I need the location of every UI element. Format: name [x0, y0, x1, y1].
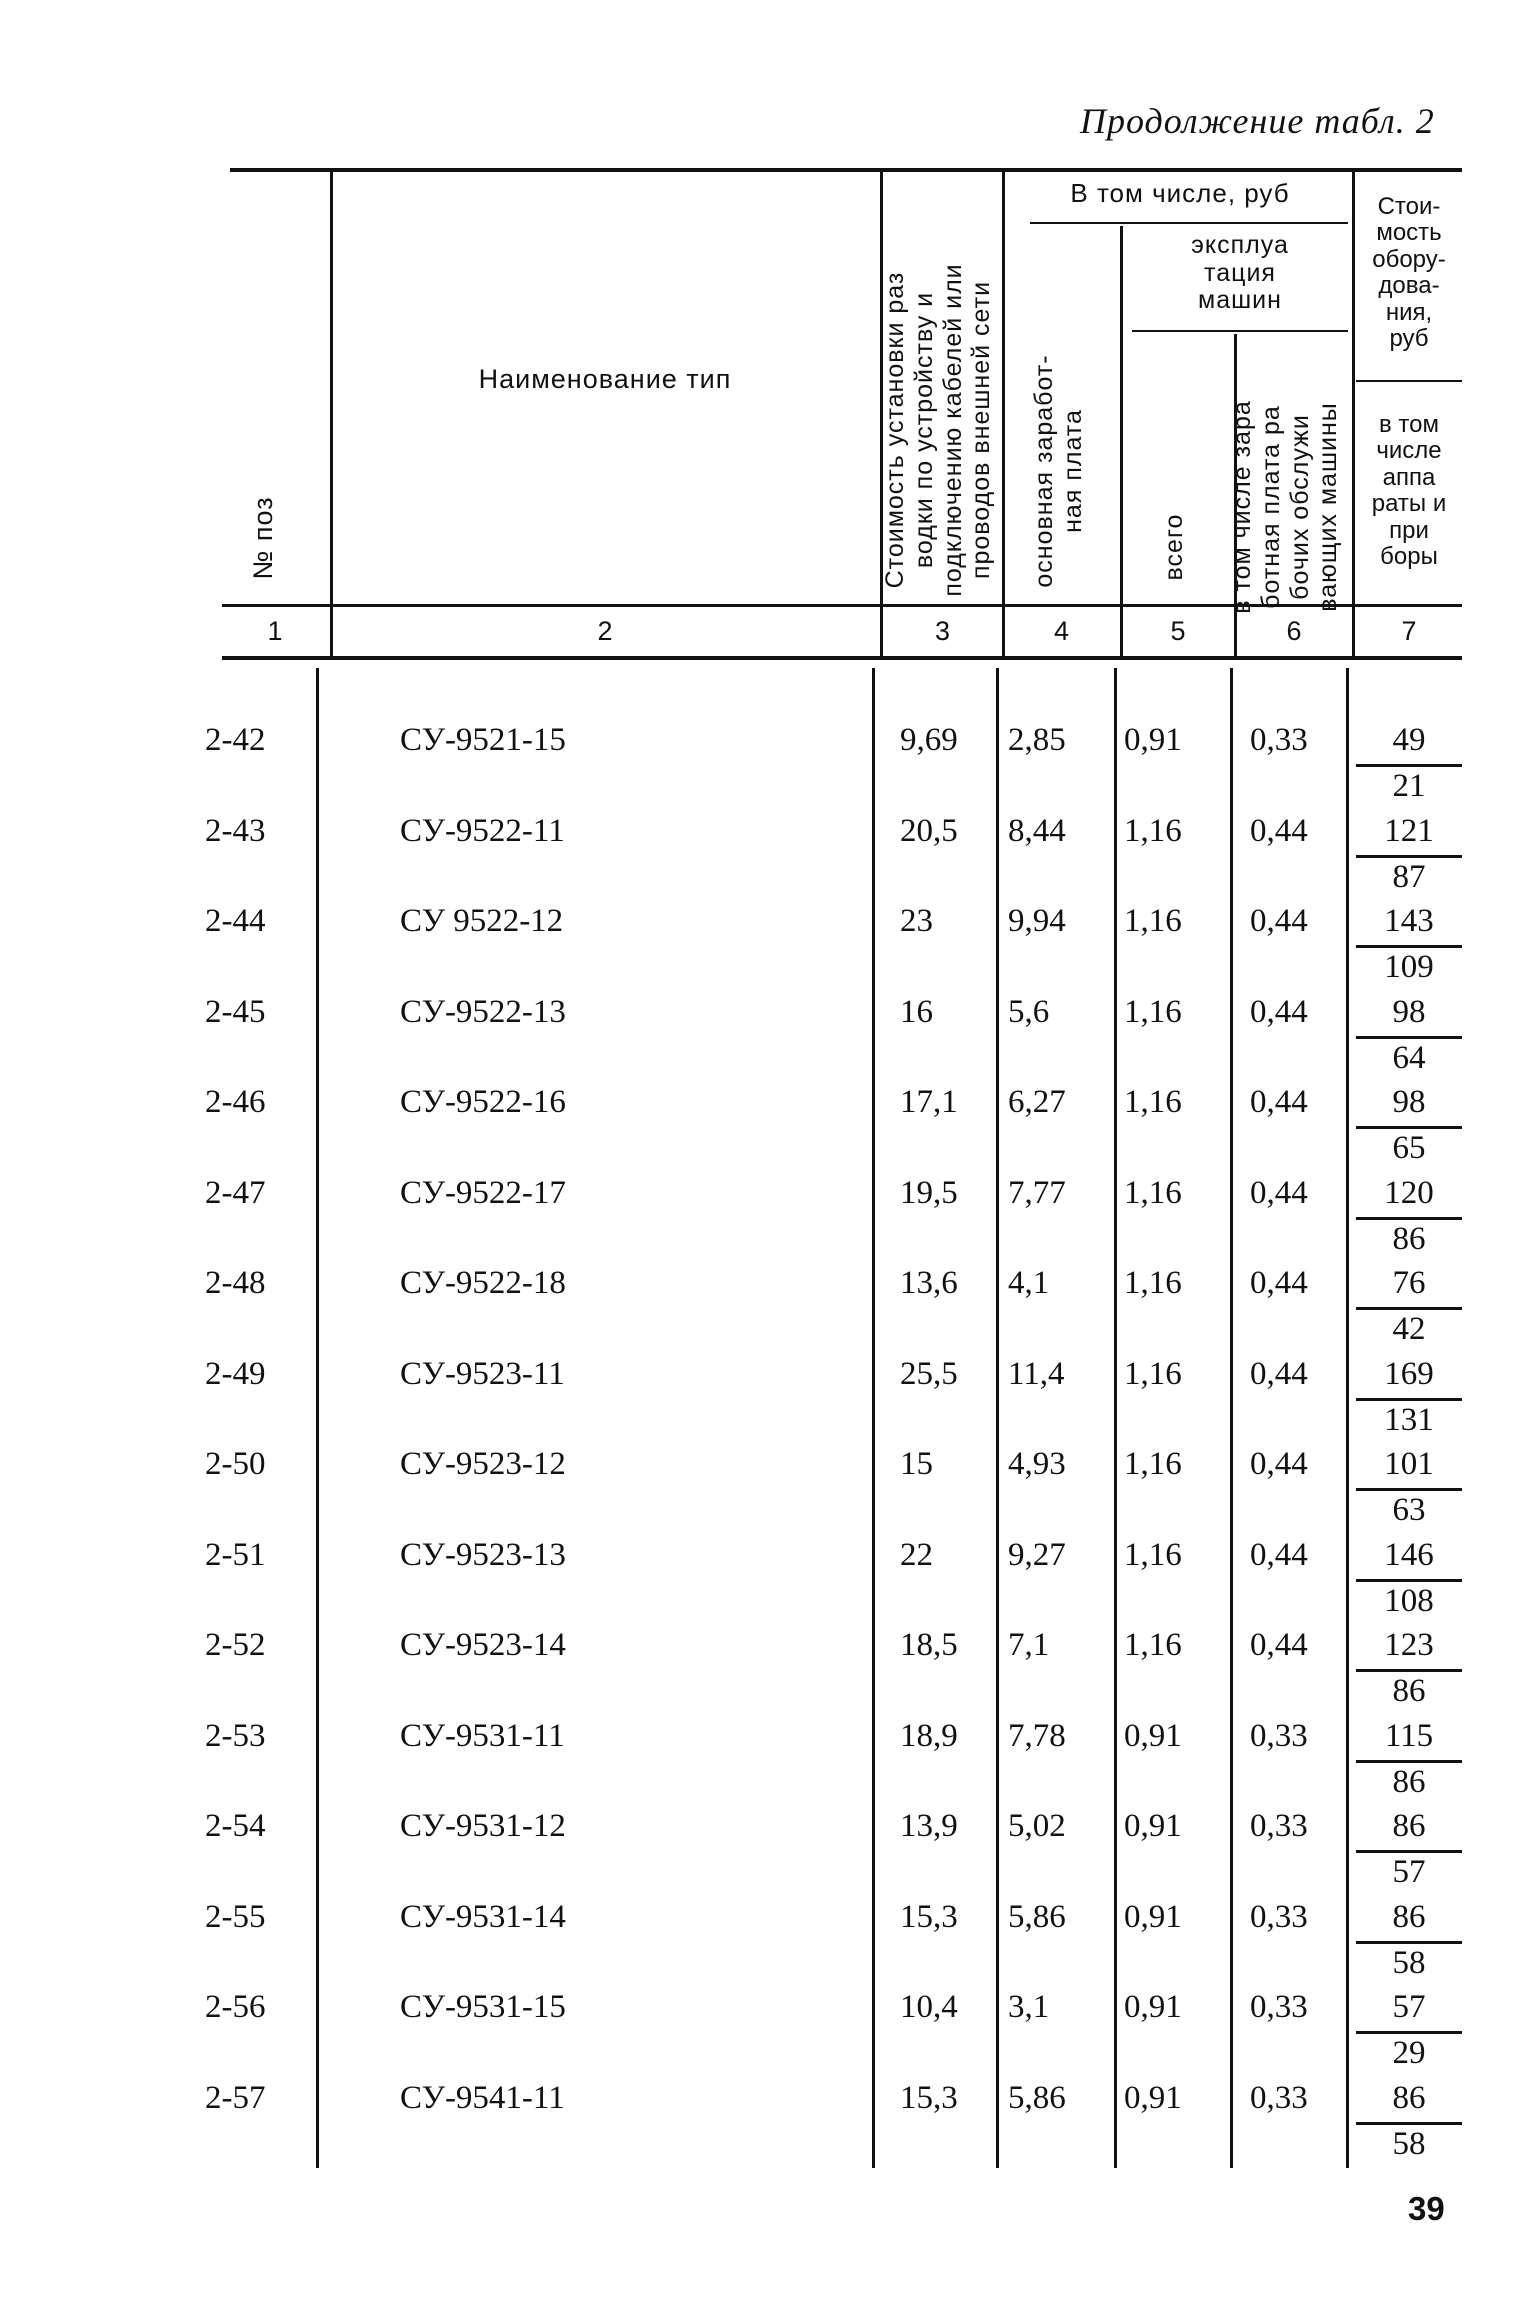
row-c7-total: 143 — [1384, 903, 1434, 939]
column-header-name: Наименование тип — [478, 364, 732, 394]
row-c3: 19,5 — [900, 1174, 958, 1211]
row-c7-sub: 42 — [1392, 1311, 1426, 1347]
c7-line-6: руб — [1389, 324, 1429, 352]
row-c5: 1,16 — [1124, 1084, 1182, 1120]
row-c3: 13,9 — [900, 1808, 958, 1844]
row-pos: 2-49 — [205, 1355, 266, 1392]
row-c7-total: 86 — [1392, 1808, 1426, 1844]
row-c4: 3,1 — [1008, 1989, 1050, 2025]
row-c3: 13,6 — [900, 1265, 958, 1301]
row-c6: 0,33 — [1250, 1898, 1308, 1935]
row-c6: 0,44 — [1250, 812, 1308, 849]
c4-line-1: основная заработ- — [1030, 354, 1058, 588]
column-header-c4 — [1030, 321, 1092, 621]
row-c4: 5,6 — [1008, 993, 1050, 1030]
row-name: СУ-9521-15 — [400, 722, 566, 758]
c6-line-4: вающих машины — [1314, 402, 1343, 612]
c7-line-3: обору- — [1372, 245, 1446, 273]
row-name: СУ-9523-13 — [400, 1536, 566, 1573]
row-c7-total: 98 — [1392, 1084, 1426, 1120]
row-name: СУ-9523-11 — [400, 1355, 565, 1392]
row-c7-sub: 58 — [1392, 2125, 1426, 2162]
row-c3: 17,1 — [900, 1084, 958, 1120]
row-c7-sub: 131 — [1384, 1401, 1434, 1438]
row-c7-sub: 86 — [1392, 1220, 1426, 1257]
row-c7-total: 101 — [1384, 1446, 1434, 1482]
row-c5: 0,91 — [1124, 1808, 1182, 1844]
row-c5: 1,16 — [1124, 1536, 1182, 1573]
row-c3: 18,5 — [900, 1627, 958, 1663]
row-c6: 0,44 — [1250, 1446, 1308, 1482]
row-c7-total: 98 — [1392, 993, 1426, 1030]
row-c7-total: 76 — [1392, 1265, 1426, 1301]
row-pos: 2-43 — [205, 812, 266, 849]
row-c4: 8,44 — [1008, 812, 1066, 849]
fraction-rule — [1356, 1126, 1462, 1129]
row-c3: 15 — [900, 1446, 933, 1482]
row-c6: 0,44 — [1250, 1084, 1308, 1120]
row-pos: 2-42 — [205, 722, 266, 758]
row-pos: 2-52 — [205, 1627, 266, 1663]
row-c7-sub: 108 — [1384, 1582, 1434, 1619]
row-c7-sub: 86 — [1392, 1673, 1426, 1709]
row-c7-total: 86 — [1392, 1898, 1426, 1935]
header-vline-4 — [1120, 226, 1123, 656]
row-c5: 1,16 — [1124, 1265, 1182, 1301]
column-number-4: 4 — [1053, 616, 1070, 646]
c7-line-5: ния, — [1385, 298, 1433, 326]
row-c3: 22 — [900, 1536, 933, 1573]
c7-line-4: дова- — [1378, 272, 1440, 300]
row-pos: 2-53 — [205, 1717, 266, 1754]
row-name: СУ-9523-12 — [400, 1446, 566, 1482]
row-c7-total: 169 — [1384, 1355, 1434, 1392]
column-number-5: 5 — [1170, 616, 1186, 646]
column-numbers-bottom-rule — [222, 656, 1462, 660]
fraction-rule — [1356, 1488, 1462, 1491]
body-vline-4 — [1114, 668, 1117, 2168]
column-number-7: 7 — [1401, 616, 1417, 646]
body-vline-5 — [1230, 668, 1233, 2168]
column-header-c5: всего — [1160, 513, 1188, 581]
row-c6: 0,33 — [1250, 1717, 1308, 1754]
c7-line-2: мость — [1376, 219, 1442, 247]
c7-line-1: Стои- — [1377, 193, 1441, 220]
row-c4: 7,77 — [1008, 1174, 1066, 1211]
row-name: СУ-9541-11 — [400, 2079, 565, 2116]
row-c4: 9,94 — [1008, 903, 1066, 939]
column-header-c7-sub — [1356, 412, 1462, 570]
fraction-rule — [1356, 1579, 1462, 1582]
row-c5: 1,16 — [1124, 812, 1182, 849]
c3-line-3: подключению кабелей или — [938, 263, 967, 597]
row-c3: 20,5 — [900, 812, 958, 849]
fraction-rule — [1356, 2122, 1462, 2125]
c4-line-2: ная плата — [1058, 409, 1087, 533]
column-header-c7 — [1356, 194, 1462, 352]
row-c6: 0,44 — [1250, 1627, 1308, 1663]
row-c5: 1,16 — [1124, 1446, 1182, 1482]
row-name: СУ-9522-16 — [400, 1084, 566, 1120]
row-c5: 1,16 — [1124, 993, 1182, 1030]
row-c7-total: 49 — [1392, 722, 1426, 758]
c6-line-1: в том числе зара — [1228, 400, 1256, 614]
c7-sub-line-1: в том — [1379, 411, 1439, 438]
fraction-rule — [1356, 1217, 1462, 1220]
column-header-c3 — [881, 230, 1001, 630]
row-c5: 0,91 — [1124, 722, 1182, 758]
row-pos: 2-55 — [205, 1898, 266, 1935]
c7-split-rule — [1356, 380, 1462, 382]
column-header-pos: № поз — [248, 496, 278, 580]
c6-line-2: ботная плата ра — [1256, 405, 1285, 609]
c7-sub-line-2: числе — [1376, 437, 1442, 465]
c7-sub-line-5: при — [1389, 516, 1429, 544]
exp-line-1: эксплуа — [1191, 231, 1289, 259]
row-c7-sub: 29 — [1392, 2035, 1426, 2071]
row-name: СУ-9531-15 — [400, 1989, 566, 2025]
row-c4: 5,86 — [1008, 1898, 1066, 1935]
row-c7-sub: 57 — [1392, 1854, 1426, 1890]
row-name: СУ-9531-11 — [400, 1717, 565, 1754]
row-c6: 0,33 — [1250, 1989, 1308, 2025]
row-c7-sub: 86 — [1392, 1763, 1426, 1800]
body-vline-2 — [872, 668, 875, 2168]
column-header-c6 — [1228, 387, 1350, 627]
c3-line-4: проводов внешней сети — [967, 280, 996, 580]
row-pos: 2-46 — [205, 1084, 266, 1120]
row-c7-sub: 21 — [1392, 768, 1426, 804]
row-c5: 1,16 — [1124, 903, 1182, 939]
row-c7-sub: 64 — [1392, 1039, 1426, 1076]
row-c6: 0,33 — [1250, 2079, 1308, 2116]
row-c3: 23 — [900, 903, 933, 939]
row-c6: 0,33 — [1250, 1808, 1308, 1844]
row-c5: 0,91 — [1124, 1898, 1182, 1935]
header-vline-3 — [1002, 172, 1005, 656]
row-c7-total: 146 — [1384, 1536, 1434, 1573]
row-name: СУ 9522-12 — [400, 903, 564, 939]
exp-line-2: тация — [1204, 258, 1276, 287]
row-c6: 0,44 — [1250, 1265, 1308, 1301]
row-c7-sub: 109 — [1384, 949, 1434, 985]
row-c4: 4,93 — [1008, 1446, 1066, 1482]
row-pos: 2-50 — [205, 1446, 266, 1482]
row-c4: 7,78 — [1008, 1717, 1066, 1754]
row-c6: 0,44 — [1250, 1355, 1308, 1392]
c7-sub-line-6: боры — [1380, 542, 1438, 570]
row-name: СУ-9522-13 — [400, 993, 566, 1030]
body-vline-6 — [1346, 668, 1349, 2168]
row-c6: 0,44 — [1250, 993, 1308, 1030]
row-pos: 2-51 — [205, 1536, 266, 1573]
row-c7-total: 115 — [1384, 1717, 1434, 1754]
row-name: СУ-9531-12 — [400, 1808, 566, 1844]
row-c7-total: 57 — [1392, 1989, 1426, 2025]
fraction-rule — [1356, 764, 1462, 767]
row-c7-sub: 65 — [1392, 1130, 1426, 1166]
row-c4: 2,85 — [1008, 722, 1066, 758]
row-c4: 5,86 — [1008, 2079, 1066, 2116]
row-pos: 2-54 — [205, 1808, 266, 1844]
row-pos: 2-44 — [205, 903, 266, 939]
header-vline-1 — [330, 172, 333, 656]
row-c7-total: 120 — [1384, 1174, 1434, 1211]
row-c4: 6,27 — [1008, 1084, 1066, 1120]
row-name: СУ-9522-18 — [400, 1265, 566, 1301]
fraction-rule — [1356, 1760, 1462, 1763]
page-number: 39 — [1408, 2190, 1445, 2227]
row-c7-sub: 63 — [1392, 1492, 1426, 1528]
row-c3: 15,3 — [900, 1898, 958, 1935]
row-c4: 11,4 — [1008, 1355, 1065, 1392]
row-pos: 2-45 — [205, 993, 266, 1030]
row-c6: 0,44 — [1250, 1174, 1308, 1211]
row-c6: 0,44 — [1250, 903, 1308, 939]
row-c6: 0,44 — [1250, 1536, 1308, 1573]
column-number-2: 2 — [597, 616, 613, 646]
c7-sub-line-3: аппа — [1382, 463, 1436, 491]
column-number-3: 3 — [934, 616, 951, 646]
row-c4: 4,1 — [1008, 1265, 1050, 1301]
group-exp-rule — [1132, 330, 1348, 332]
row-c4: 9,27 — [1008, 1536, 1066, 1573]
row-c4: 5,02 — [1008, 1808, 1066, 1844]
exp-line-3: машин — [1198, 286, 1282, 314]
c3-line-1: Стоимость установки раз — [881, 271, 909, 589]
row-c5: 0,91 — [1124, 1717, 1182, 1754]
row-c3: 25,5 — [900, 1355, 958, 1392]
row-c7-total: 86 — [1392, 2079, 1426, 2116]
fraction-rule — [1356, 1036, 1462, 1039]
c3-line-2: водки по устройству и — [909, 291, 938, 569]
row-c7-total: 121 — [1384, 812, 1434, 849]
row-c7-sub: 58 — [1392, 1944, 1426, 1981]
fraction-rule — [1356, 1398, 1462, 1401]
fraction-rule — [1356, 1941, 1462, 1944]
c6-line-3: бочих обслужи — [1285, 414, 1314, 600]
row-name: СУ-9523-14 — [400, 1627, 566, 1663]
row-c5: 1,16 — [1124, 1627, 1182, 1663]
fraction-rule — [1356, 1307, 1462, 1310]
c7-sub-line-4: раты и — [1371, 490, 1447, 518]
fraction-rule — [1356, 855, 1462, 858]
row-c3: 15,3 — [900, 2079, 958, 2116]
row-name: СУ-9522-11 — [400, 812, 565, 849]
row-c5: 1,16 — [1124, 1174, 1182, 1211]
fraction-rule — [1356, 1850, 1462, 1853]
row-pos: 2-56 — [205, 1989, 266, 2025]
fraction-rule — [1356, 1669, 1462, 1672]
row-c5: 1,16 — [1124, 1355, 1182, 1392]
row-c4: 7,1 — [1008, 1627, 1050, 1663]
row-c7-total: 123 — [1384, 1627, 1434, 1663]
row-c3: 16 — [900, 993, 933, 1030]
row-pos: 2-57 — [205, 2079, 266, 2116]
row-c3: 9,69 — [900, 722, 958, 758]
row-pos: 2-47 — [205, 1174, 266, 1211]
header-vline-6 — [1352, 172, 1355, 656]
column-number-1: 1 — [267, 616, 283, 646]
row-c5: 0,91 — [1124, 1989, 1182, 2025]
row-c7-sub: 87 — [1392, 858, 1426, 895]
column-number-6: 6 — [1286, 616, 1302, 646]
group-incl-rule — [1030, 222, 1348, 224]
row-c3: 18,9 — [900, 1717, 958, 1754]
row-name: СУ-9531-14 — [400, 1898, 566, 1935]
row-name: СУ-9522-17 — [400, 1174, 566, 1211]
row-pos: 2-48 — [205, 1265, 266, 1301]
body-vline-1 — [316, 668, 319, 2168]
table-top-rule — [230, 168, 1462, 172]
row-c3: 10,4 — [900, 1989, 958, 2025]
row-c6: 0,33 — [1250, 722, 1308, 758]
fraction-rule — [1356, 2031, 1462, 2034]
fraction-rule — [1356, 945, 1462, 948]
row-c5: 0,91 — [1124, 2079, 1182, 2116]
group-header-incl: В том числе, руб — [1070, 178, 1290, 208]
body-vline-3 — [996, 668, 999, 2168]
group-header-exploitation — [1130, 232, 1350, 315]
continuation-caption: Продолжение табл. 2 — [1080, 101, 1435, 141]
